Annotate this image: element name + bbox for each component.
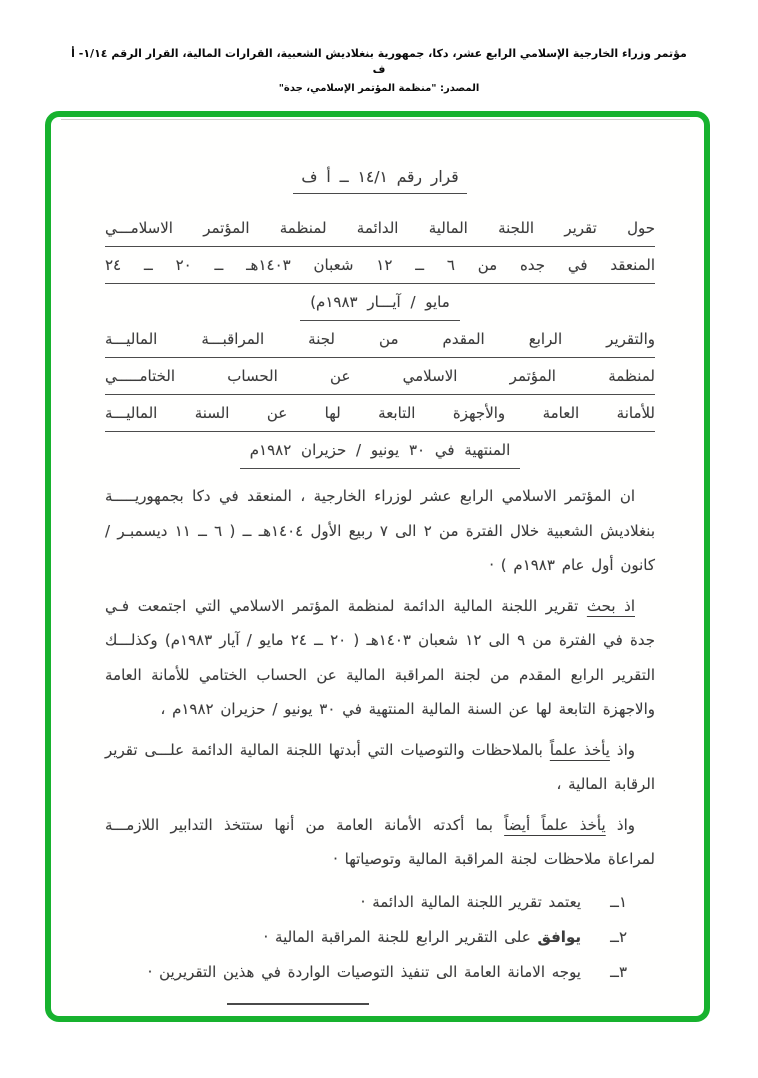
document-border-frame — [45, 111, 710, 1022]
item-text — [105, 885, 581, 920]
heading-line-7 — [105, 432, 655, 469]
heading-line-2 — [105, 247, 655, 284]
list-item-3 — [105, 955, 655, 990]
heading-line-3 — [105, 284, 655, 321]
heading-line-text: المنتهية في ٣٠ يونيو / حزيران ١٩٨٢م — [240, 432, 521, 469]
operative-clauses-list — [105, 885, 655, 990]
item-text-pre: يعتمد تقرير اللجنة المالية الدائمة · — [360, 892, 581, 911]
item-text-bold: يوافق — [537, 927, 581, 946]
paragraph-lead: يأخذ علماً — [549, 740, 610, 759]
heading-line-1 — [105, 210, 655, 247]
paragraph-text: بما أكدته الأمانة العامة من أنها ستتخذ التدابير اللازمـــة لمراعاة ملاحظات لجنة المراقبة المالية وتوصياتها · — [105, 815, 655, 868]
item-text-post: على التقرير الرابع للجنة المراقبة المالية · — [263, 927, 538, 946]
paragraph-pre: واذ — [605, 815, 636, 834]
paragraph-lead: اذ بحث — [586, 596, 635, 615]
paragraph-text: بالملاحظات والتوصيات التي أبدتها اللجنة المالية الدائمة علـــى تقرير الرقابة المالية ، — [105, 740, 655, 793]
heading-line-text: للأمانة العامة والأجهزة التابعة لها عن السنة الماليـــة — [105, 395, 655, 432]
item-text — [105, 920, 581, 955]
heading-line-text: لمنظمة المؤتمر الاسلامي عن الحساب الختامـــــي — [105, 358, 655, 395]
closing-divider — [227, 1003, 369, 1005]
preamble-paragraph-4 — [105, 808, 655, 877]
preamble-paragraph-2 — [105, 589, 655, 727]
list-item-1 — [105, 885, 655, 920]
title-row — [105, 167, 655, 194]
page-header — [0, 46, 758, 94]
item-number: ٣ــ — [610, 962, 627, 981]
heading-line-6 — [105, 395, 655, 432]
header-source-line: المصدر: "منظمة المؤتمر الإسلامي، جدة" — [278, 83, 480, 94]
heading-line-5 — [105, 358, 655, 395]
item-text-pre: يوجه الامانة العامة الى تنفيذ التوصيات الواردة في هذين التقريرين · — [147, 962, 581, 981]
paragraph-pre: واذ — [609, 740, 635, 759]
list-item-2 — [105, 920, 655, 955]
paragraph-lead: يأخذ علماً أيضاً — [504, 815, 606, 834]
header-citation-line: مؤتمر وزراء الخارجية الإسلامي الرابع عشر، دكا، جمهورية بنغلاديش الشعبية، القرارات المالية، القرار الرقم ١/١٤- أ ف — [71, 47, 687, 76]
heading-line-text: مايو / آيـــار ١٩٨٣م) — [300, 284, 460, 321]
item-text — [105, 955, 581, 990]
scanned-document — [51, 117, 704, 1016]
paragraph-text: ان المؤتمر الاسلامي الرابع عشر لوزراء الخارجية ، المنعقد في دكا بجمهوريـــــة بنغلاديش الشعبية خلال الفترة من ٢ الى ٧ ربيع الأول ١٤٠٤هـ ــ ( ٦ ــ ١١ ديسمبـر / كانون أول عام ١٩٨٣م ) · — [105, 487, 656, 574]
heading-line-text: المنعقد في جده من ٦ ــ ١٢ شعبان ١٤٠٣هـ ــ ٢٠ ــ ٢٤ — [105, 247, 655, 284]
preamble-paragraph-3 — [105, 733, 655, 802]
heading-line-text: والتقرير الرابع المقدم من لجنة المراقبـــة الماليـــة — [105, 321, 655, 358]
item-number: ١ــ — [610, 892, 627, 911]
heading-line-4 — [105, 321, 655, 358]
item-number: ٢ــ — [610, 927, 627, 946]
preamble-paragraph-1 — [105, 479, 655, 583]
paragraph-text: تقرير اللجنة المالية الدائمة لمنظمة المؤتمر الاسلامي التي اجتمعت فـي جدة في الفترة من ٩ الى ١٢ شعبان ١٤٠٣هـ ( ٢٠ ــ ٢٤ مايو / آيار ١٩٨٣م) وكذلـــك التقرير الرابع المقدم من لجنة المراقبة المالية عن الحساب الختامي للأمانة العامة والاجهزة التابعة لها عن السنة المالية المنتهية في ٣٠ يونيو / حزيران ١٩٨٢م ، — [105, 596, 656, 718]
heading-line-text: حول تقرير اللجنة المالية الدائمة لمنظمة المؤتمر الاسلامـــي — [105, 210, 655, 247]
resolution-number-title: قرار رقم ١٤/١ ــ أ ف — [293, 168, 466, 194]
